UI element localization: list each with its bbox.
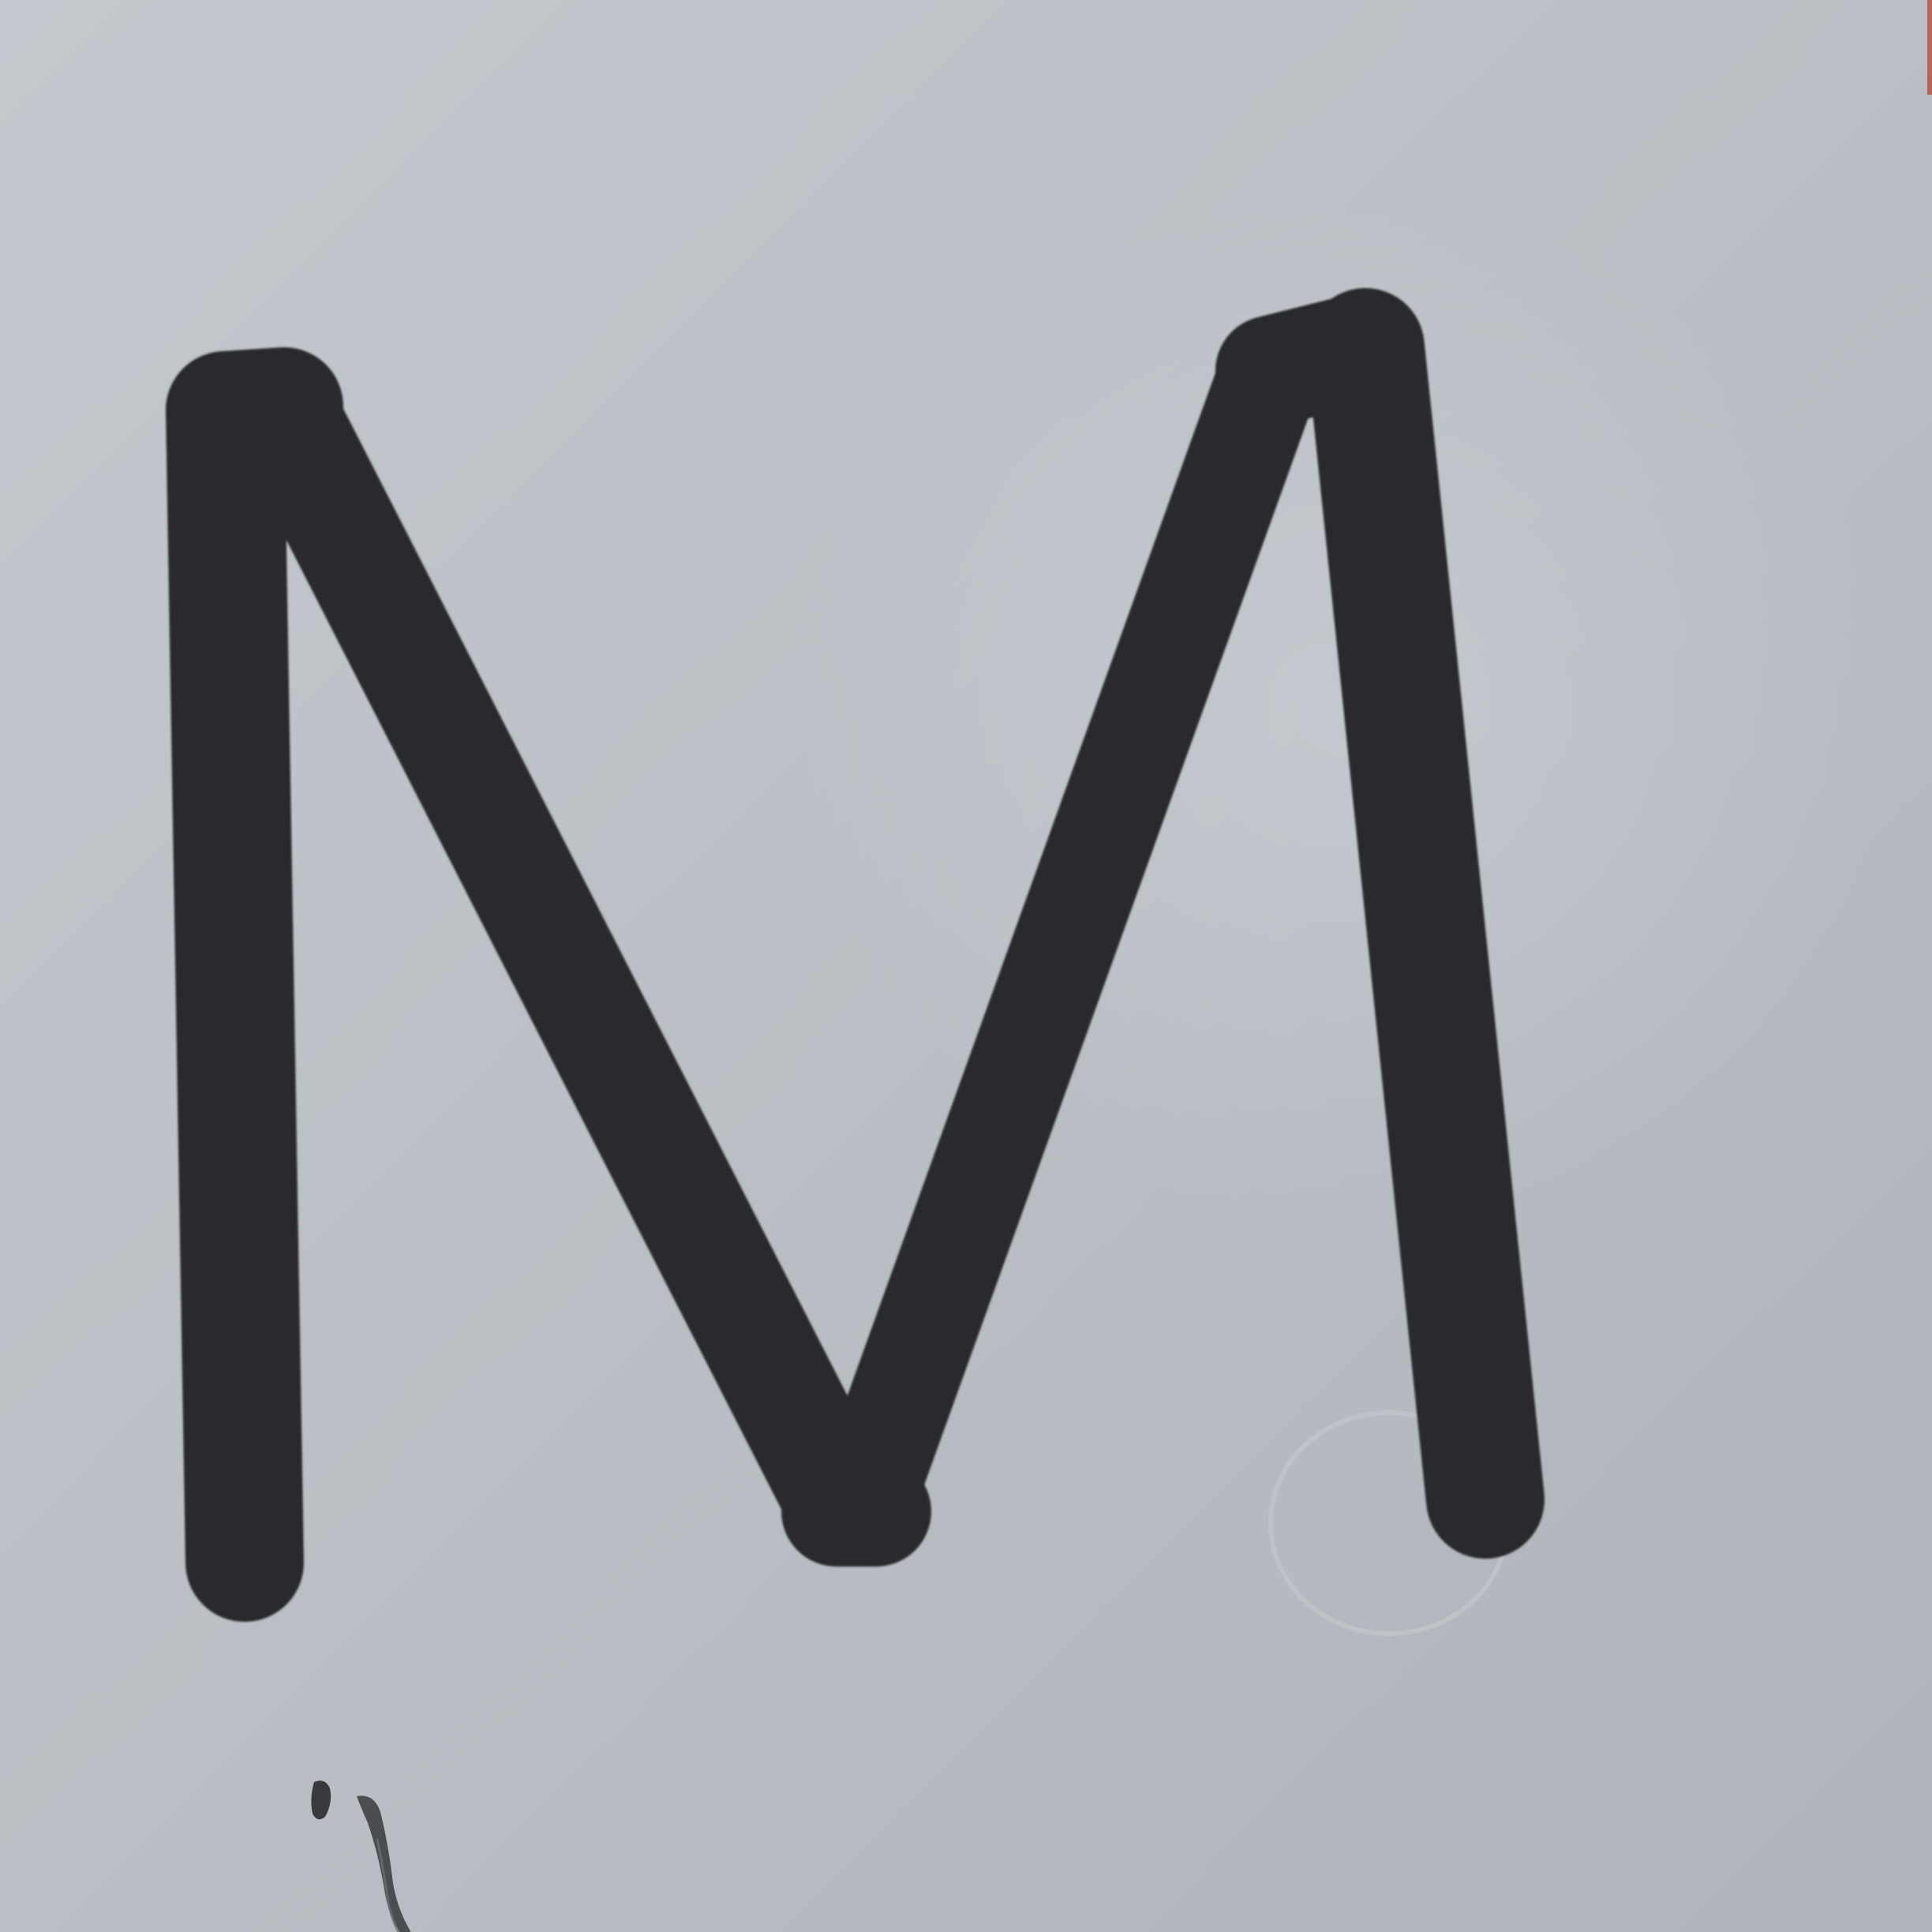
m-right-top-cap <box>1271 347 1365 371</box>
m-left-stem <box>225 410 245 1563</box>
m-left-top-cap <box>225 406 284 410</box>
red-edge-sliver <box>1927 0 1932 95</box>
